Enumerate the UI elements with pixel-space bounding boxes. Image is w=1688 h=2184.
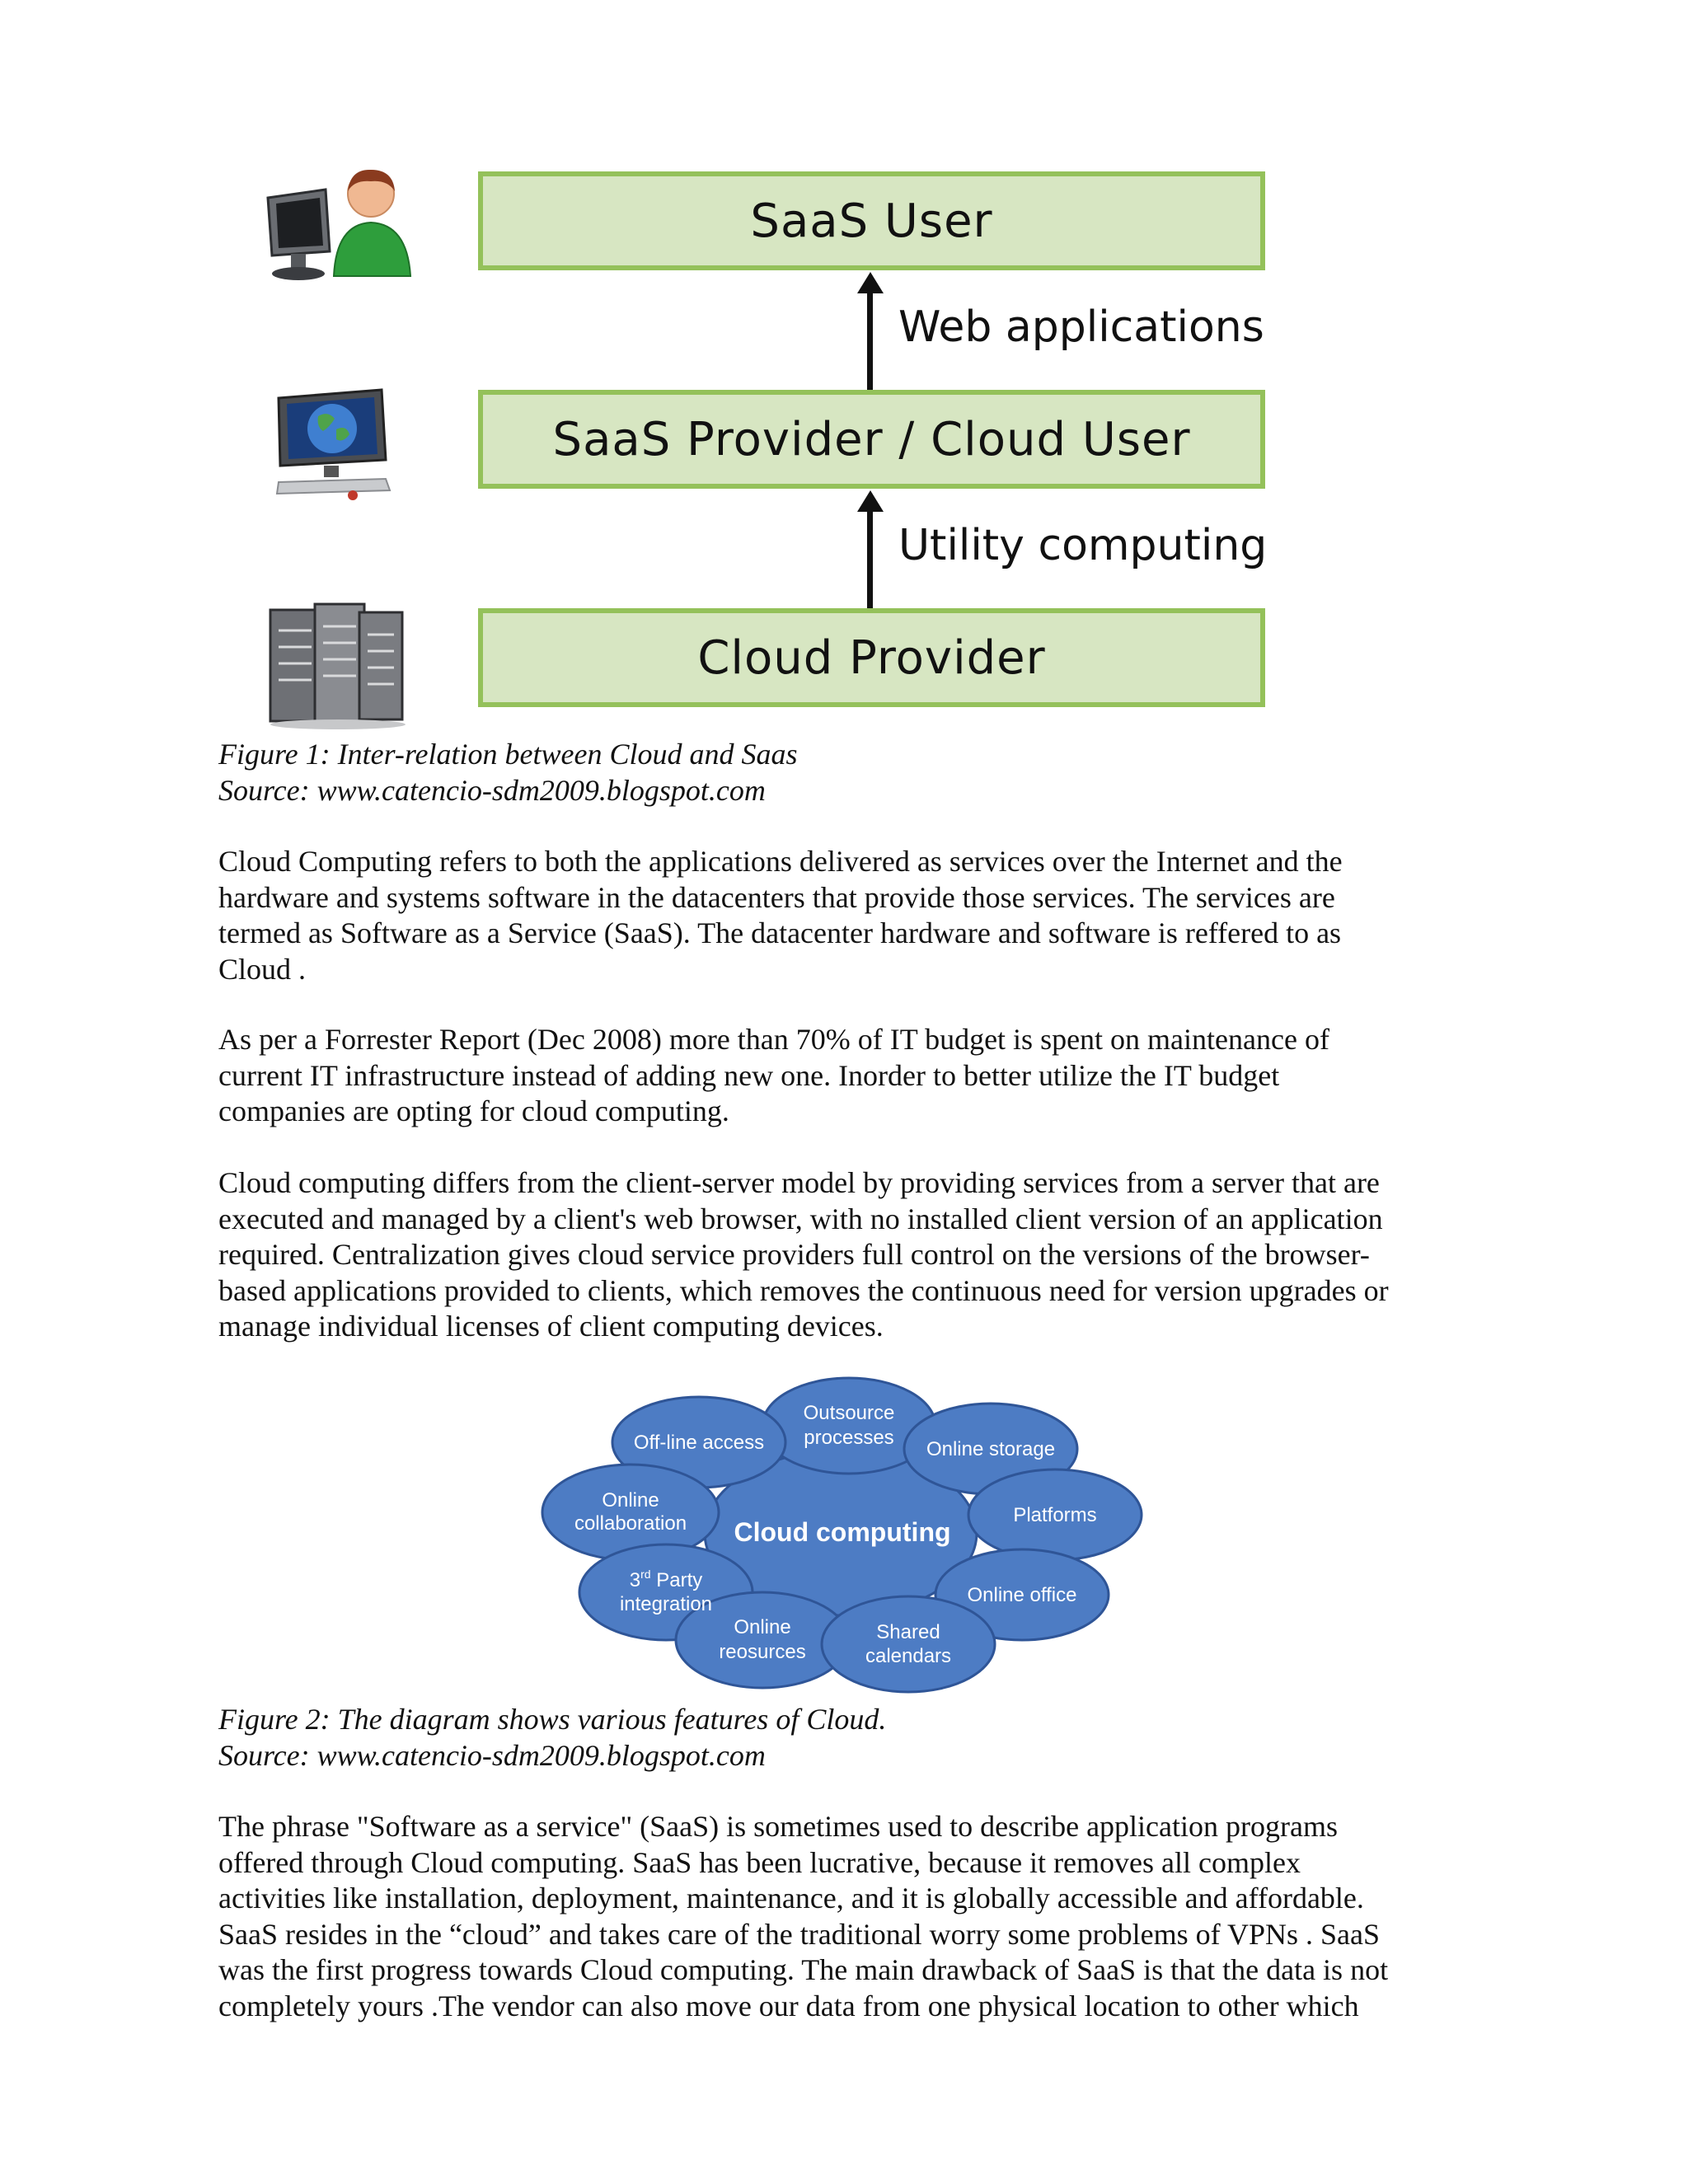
- outsource-label-2: processes: [804, 1427, 894, 1449]
- figure-1-caption: [218, 736, 798, 808]
- cloud-computing-label: Cloud computing: [734, 1517, 951, 1547]
- paragraph-line: As per a Forrester Report (Dec 2008) more than 70% of IT budget is spent on maintenance of: [218, 1023, 1329, 1056]
- online-storage-label: Online storage: [926, 1438, 1056, 1460]
- third-party-label-1: 3rd Party: [629, 1568, 703, 1591]
- paragraph-2: [218, 1022, 1471, 1130]
- paragraph-line: manage individual licenses of client computing devices.: [218, 1310, 884, 1343]
- paragraph-1: [218, 844, 1471, 987]
- saas-provider-box: SaaS Provider / Cloud User: [478, 390, 1265, 489]
- paragraph-3: [218, 1165, 1471, 1345]
- figure-1-caption-title: Figure 1: Inter-relation between Cloud and Saas: [218, 738, 798, 771]
- cloud-features-svg: [536, 1376, 1162, 1698]
- platforms-label: Platforms: [1013, 1504, 1097, 1526]
- paragraph-line: Cloud computing differs from the client-server model by providing services from a server that are: [218, 1166, 1380, 1199]
- utility-computing-arrow: [867, 509, 873, 608]
- calendars-label-1: Shared: [876, 1621, 940, 1643]
- web-applications-arrow: [867, 291, 873, 390]
- globe-monitor-icon: [270, 382, 394, 505]
- figure-2-caption-source: Source: www.catencio-sdm2009.blogspot.com: [218, 1739, 766, 1772]
- paragraph-line: was the first progress towards Cloud computing. The main drawback of SaaS is that the data is not: [218, 1953, 1389, 1986]
- paragraph-line: required. Centralization gives cloud service providers full control on the versions of the browser-: [218, 1238, 1370, 1271]
- paragraph-line: completely yours .The vendor can also move our data from one physical location to other which: [218, 1989, 1359, 2022]
- figure-1-caption-source: Source: www.catencio-sdm2009.blogspot.com: [218, 774, 766, 807]
- saas-user-box: SaaS User: [478, 171, 1265, 270]
- server-rack-icon: [264, 598, 412, 729]
- offline-access-label: Off-line access: [633, 1432, 765, 1454]
- resources-label-2: reosurces: [719, 1641, 806, 1663]
- shared-calendars-node: [822, 1596, 995, 1692]
- paragraph-line: offered through Cloud computing. SaaS has been lucrative, because it removes all complex: [218, 1845, 1301, 1879]
- paragraph-line: executed and managed by a client's web browser, with no installed client version of an application: [218, 1202, 1383, 1235]
- figure-2-diagram: [536, 1376, 1162, 1698]
- paragraph-line: current IT infrastructure instead of adding new one. Inorder to better utilize the IT budget: [218, 1058, 1280, 1092]
- collaboration-label-2: collaboration: [574, 1512, 687, 1535]
- paragraph-line: Cloud Computing refers to both the applications delivered as services over the Internet and the: [218, 845, 1343, 878]
- paragraph-line: companies are opting for cloud computing.: [218, 1094, 729, 1127]
- figure-1-diagram: [223, 161, 1360, 721]
- figure-2-caption-title: Figure 2: The diagram shows various features of Cloud.: [218, 1703, 887, 1736]
- collaboration-label-1: Online: [602, 1489, 659, 1511]
- paragraph-line: hardware and systems software in the datacenters that provide those services. The services are: [218, 880, 1335, 914]
- web-applications-label: Web applications: [898, 302, 1264, 352]
- resources-label-1: Online: [734, 1616, 791, 1638]
- paragraph-line: SaaS resides in the “cloud” and takes care of the traditional worry some problems of VPNs . SaaS: [218, 1917, 1380, 1951]
- user-at-computer-icon: [264, 165, 429, 288]
- paragraph-line: Cloud .: [218, 952, 307, 986]
- online-office-label: Online office: [967, 1584, 1077, 1606]
- paragraph-line: based applications provided to clients, which removes the continuous need for version upgrades or: [218, 1273, 1389, 1307]
- third-party-label-2: integration: [619, 1593, 713, 1615]
- utility-computing-label: Utility computing: [898, 521, 1268, 570]
- calendars-label-2: calendars: [865, 1645, 952, 1667]
- paragraph-4: [218, 1809, 1471, 2024]
- outsource-label-1: Outsource: [803, 1402, 895, 1424]
- figure-2-caption: [218, 1701, 886, 1774]
- paragraph-line: activities like installation, deployment, maintenance, and it is globally accessible and affordable.: [218, 1882, 1364, 1915]
- paragraph-line: The phrase "Software as a service" (SaaS) is sometimes used to describe application programs: [218, 1810, 1338, 1843]
- cloud-provider-box: Cloud Provider: [478, 608, 1265, 707]
- paragraph-line: termed as Software as a Service (SaaS). The datacenter hardware and software is reffered to as: [218, 916, 1342, 949]
